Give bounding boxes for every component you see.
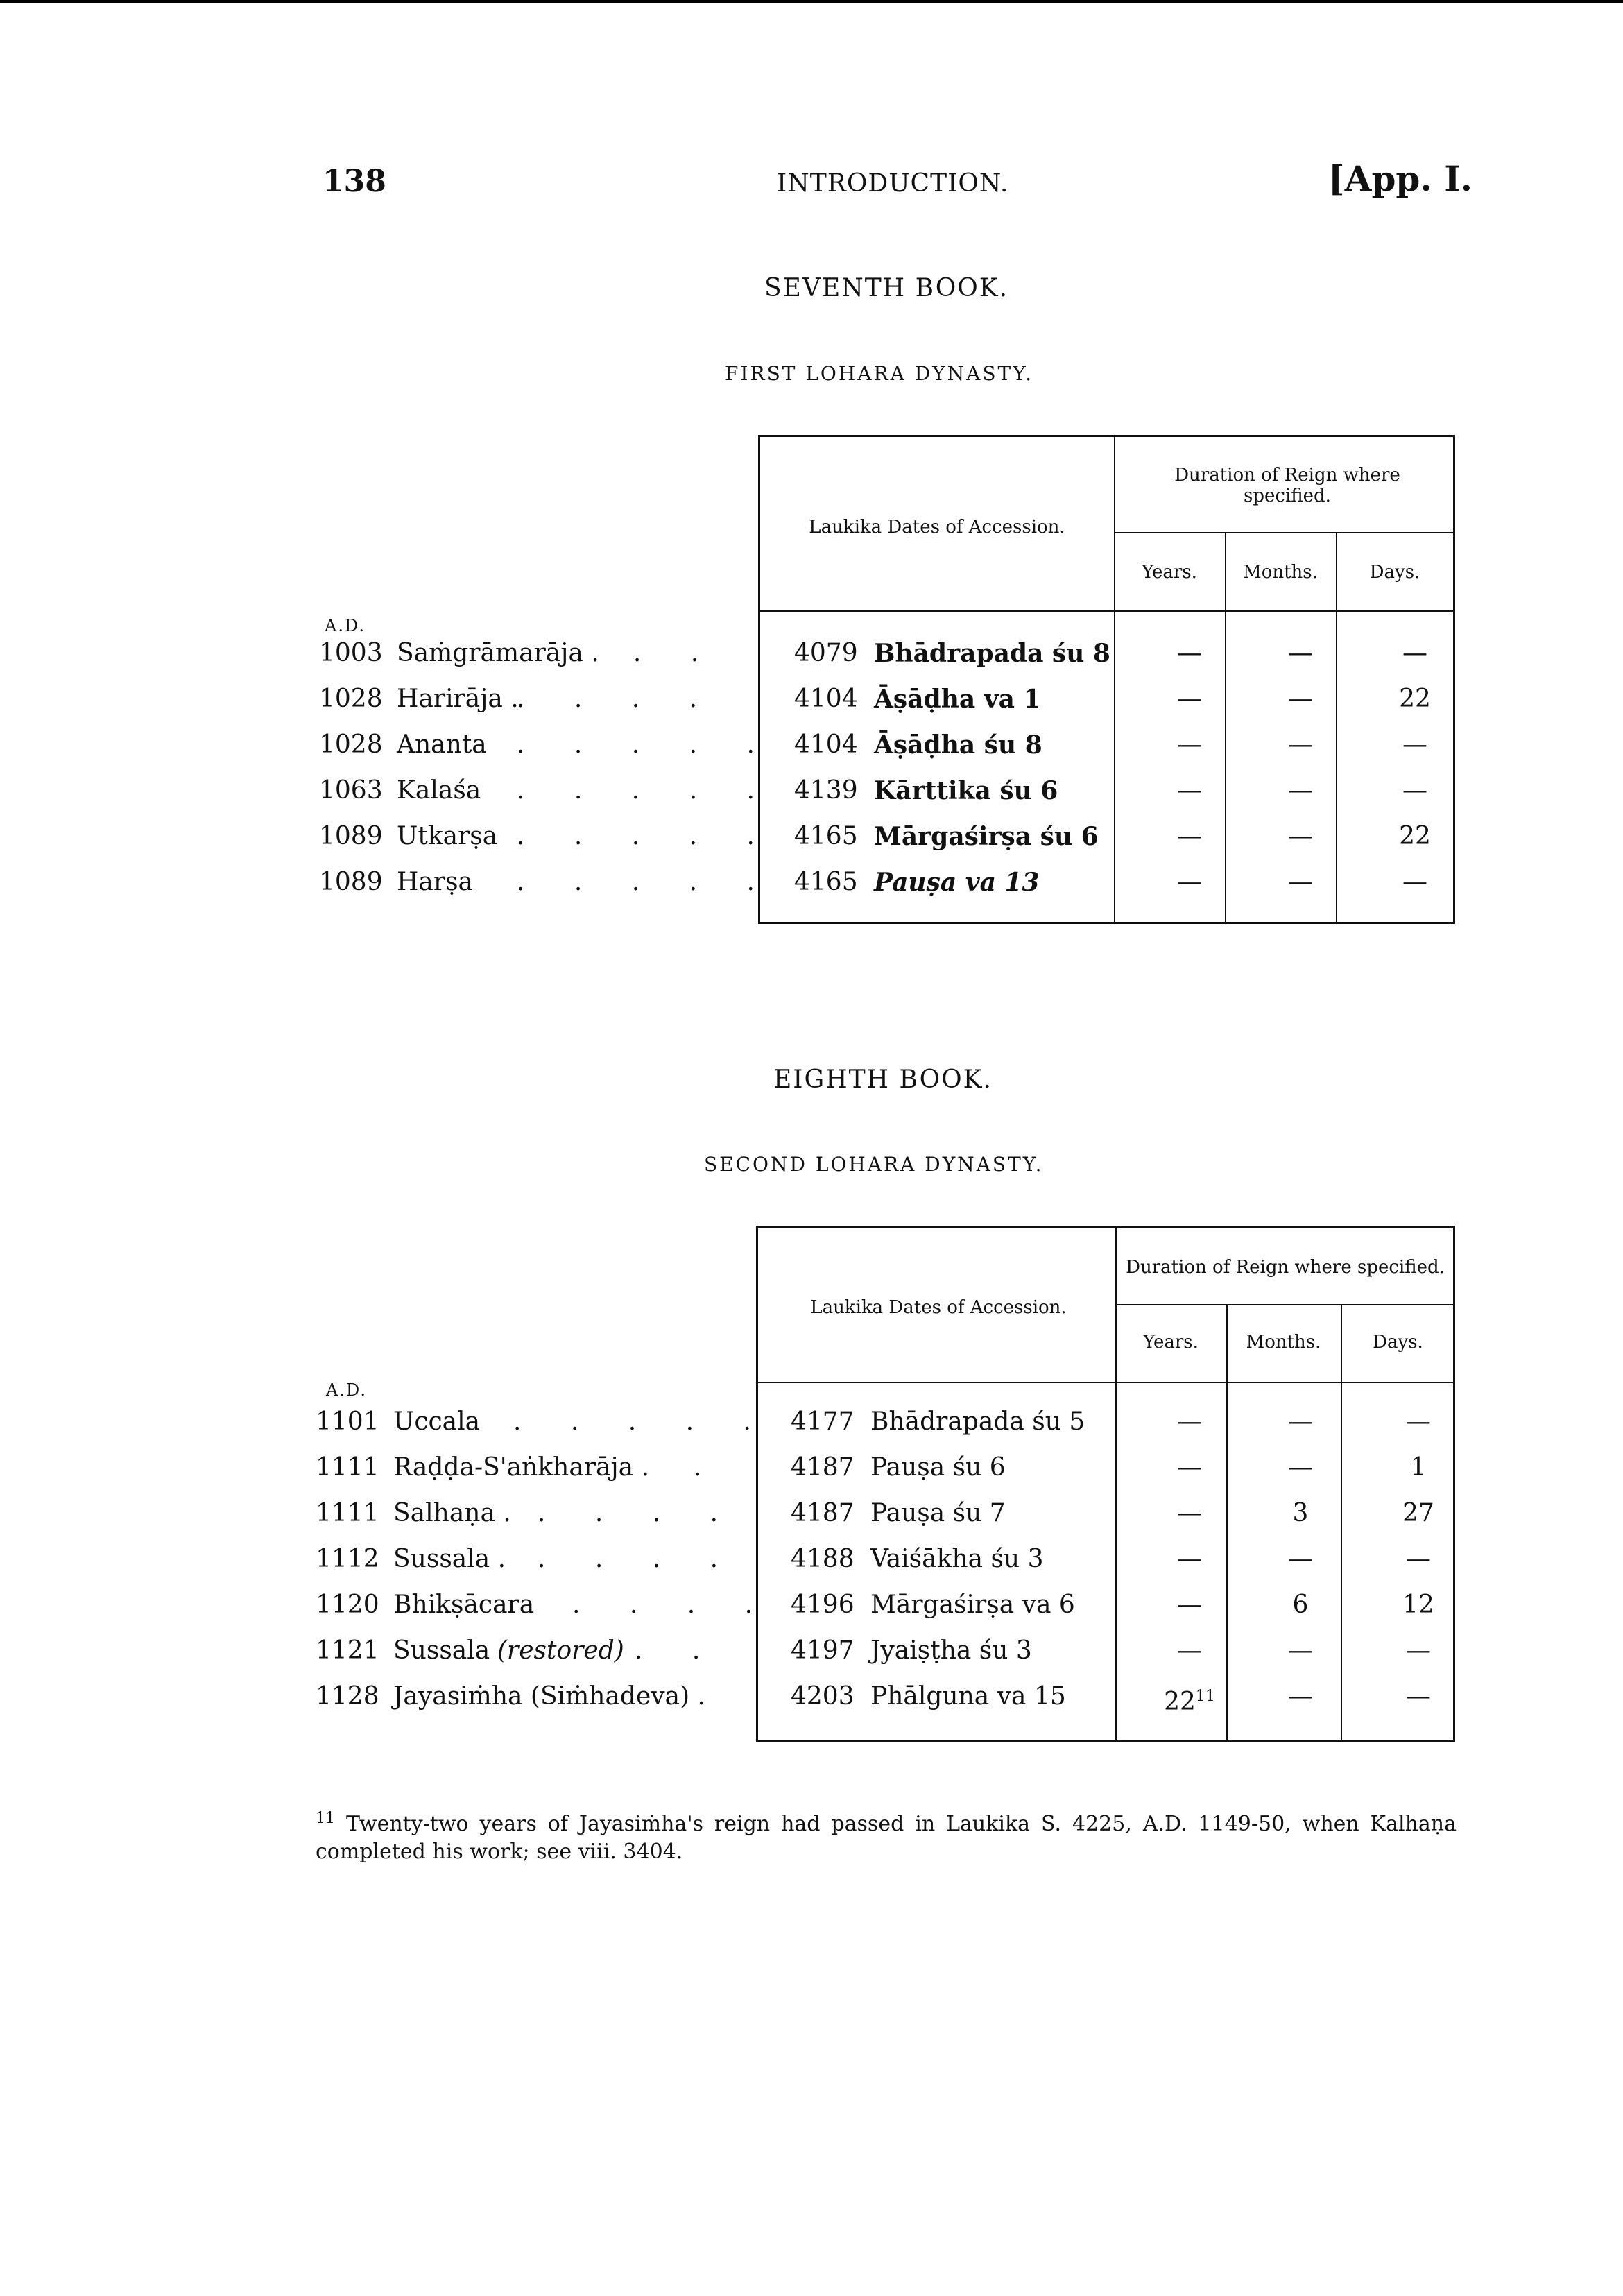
- days-value: 22: [1399, 685, 1431, 713]
- king-name: Utkarṣa: [397, 822, 498, 850]
- accession-date: Mārgaśirṣa va 6: [870, 1591, 1075, 1619]
- leader-dots: . . . . .: [517, 730, 775, 759]
- years-value: —: [1177, 1499, 1202, 1527]
- years-value: —: [1177, 1453, 1202, 1482]
- months-value: —: [1288, 822, 1313, 850]
- months-value: —: [1288, 776, 1313, 805]
- king-name: Sussala .: [393, 1545, 506, 1573]
- ad-year: 1120: [316, 1591, 379, 1619]
- days-value: —: [1406, 1407, 1431, 1436]
- eighth-header-days: Days.: [1373, 1332, 1423, 1353]
- years-value: —: [1177, 639, 1202, 667]
- days-value: —: [1406, 1636, 1431, 1665]
- laukika-year: 4196: [791, 1591, 855, 1619]
- months-value: —: [1288, 1682, 1313, 1711]
- ad-year: 1028: [319, 685, 383, 713]
- laukika-year: 4165: [794, 868, 858, 896]
- seventh-header-days: Days.: [1369, 562, 1420, 583]
- laukika-year: 4197: [791, 1636, 855, 1665]
- eighth-header-months: Months.: [1246, 1332, 1321, 1353]
- months-value: —: [1288, 639, 1313, 667]
- ad-year: 1111: [316, 1453, 379, 1482]
- accession-date: Pauṣa śu 6: [870, 1453, 1006, 1482]
- eighth-header-years: Years.: [1143, 1332, 1199, 1353]
- ad-year: 1121: [316, 1636, 379, 1665]
- leader-dots: . . . . .: [517, 868, 775, 896]
- years-value: —: [1177, 1545, 1202, 1573]
- footnote-ref: 11: [1195, 1688, 1215, 1705]
- king-name: Ananta: [397, 730, 487, 759]
- laukika-year: 4139: [794, 776, 858, 805]
- leader-dots: . . . . .: [513, 1407, 772, 1436]
- days-value: —: [1402, 730, 1427, 759]
- days-value: —: [1402, 776, 1427, 805]
- years-value: —: [1177, 1591, 1202, 1619]
- accession-date: Bhādrapada śu 5: [870, 1407, 1085, 1436]
- ad-year: 1112: [316, 1545, 379, 1573]
- seventh-header-months: Months.: [1243, 562, 1318, 583]
- months-value: —: [1288, 685, 1313, 713]
- eighth-book-title: EIGHTH BOOK.: [773, 1065, 993, 1094]
- days-value: 1: [1410, 1453, 1427, 1482]
- ad-year: 1111: [316, 1499, 379, 1527]
- king-name: Raḍḍa-S'aṅkharāja .: [393, 1453, 649, 1482]
- ad-year: 1101: [316, 1407, 379, 1436]
- years-number: 22: [1164, 1688, 1196, 1716]
- years-value: [1137, 1676, 1242, 1723]
- days-value: 27: [1402, 1499, 1434, 1527]
- months-value: —: [1288, 1636, 1313, 1665]
- accession-date: Mārgaśirṣa śu 6: [874, 822, 1099, 851]
- laukika-year: 4165: [794, 822, 858, 850]
- leader-dots: . . . . .: [517, 776, 775, 805]
- days-value: —: [1402, 868, 1427, 896]
- accession-date: Kārttika śu 6: [874, 776, 1058, 805]
- king-name: Sussala: [393, 1636, 490, 1665]
- accession-date: Vaiśākha śu 3: [870, 1545, 1044, 1573]
- leader-dots: . . . . .: [517, 822, 775, 850]
- eighth-book-dynasty: SECOND LOHARA DYNASTY.: [704, 1153, 1044, 1176]
- laukika-year: 4104: [794, 730, 858, 759]
- months-value: 6: [1292, 1591, 1309, 1619]
- king-name: Harirāja .: [397, 685, 519, 713]
- seventh-header-duration: Duration of Reign where specified.: [1174, 465, 1400, 506]
- eighth-header-laukika: Laukika Dates of Accession.: [810, 1297, 1067, 1318]
- years-value: —: [1177, 822, 1202, 850]
- years-value: —: [1177, 730, 1202, 759]
- ad-year: 1128: [316, 1682, 379, 1711]
- leader-dots: . . .: [576, 639, 720, 667]
- months-value: —: [1288, 868, 1313, 896]
- months-value: —: [1288, 1453, 1313, 1482]
- king-name: Uccala: [393, 1407, 481, 1436]
- laukika-year: 4104: [794, 685, 858, 713]
- ad-year: 1028: [319, 730, 383, 759]
- leader-dots: .: [694, 1453, 723, 1482]
- laukika-year: 4079: [794, 639, 858, 667]
- king-name: Salhaṇa .: [393, 1499, 511, 1527]
- running-head: INTRODUCTION.: [777, 169, 1009, 198]
- eighth-ad-label: A.D.: [326, 1380, 367, 1400]
- page-number: 138: [323, 164, 386, 199]
- seventh-book-title: SEVENTH BOOK.: [764, 274, 1009, 302]
- years-value: —: [1177, 1407, 1202, 1436]
- months-value: 3: [1292, 1499, 1309, 1527]
- ad-year: 1063: [319, 776, 383, 805]
- accession-date: Jyaiṣṭha śu 3: [870, 1636, 1032, 1665]
- accession-date: Āṣāḍha va 1: [874, 685, 1041, 714]
- leader-dots: . . . .: [517, 685, 719, 713]
- years-value: —: [1177, 1636, 1202, 1665]
- seventh-ad-label: A.D.: [325, 616, 366, 635]
- ad-year: 1089: [319, 822, 383, 850]
- leader-dots: . .: [635, 1636, 721, 1665]
- king-note: (restored): [497, 1636, 624, 1665]
- months-value: —: [1288, 1407, 1313, 1436]
- seventh-header-years: Years.: [1142, 562, 1197, 583]
- days-value: —: [1406, 1545, 1431, 1573]
- eighth-header-duration: Duration of Reign where specified.: [1126, 1257, 1445, 1278]
- years-value: —: [1177, 776, 1202, 805]
- king-name: Jayasiṁha (Siṁhadeva) .: [393, 1682, 705, 1711]
- top-border: [0, 0, 1623, 3]
- king-name: Saṁgrāmarāja .: [397, 639, 599, 667]
- leader-dots: . . . .: [572, 1591, 774, 1619]
- seventh-header-laukika: Laukika Dates of Accession.: [809, 517, 1065, 538]
- footnote-marker: 11: [316, 1810, 335, 1827]
- laukika-year: 4188: [791, 1545, 855, 1573]
- section-reference: [App. I.: [1328, 158, 1472, 199]
- accession-date: Phālguna va 15: [870, 1682, 1066, 1711]
- days-value: —: [1402, 639, 1427, 667]
- laukika-year: 4203: [791, 1682, 855, 1711]
- days-value: 12: [1402, 1591, 1434, 1619]
- years-value: —: [1177, 685, 1202, 713]
- accession-date: Bhādrapada śu 8: [874, 639, 1110, 668]
- ad-year: 1089: [319, 868, 383, 896]
- laukika-year: 4187: [791, 1499, 855, 1527]
- years-value: —: [1177, 868, 1202, 896]
- accession-date: Pauṣa śu 7: [870, 1499, 1006, 1527]
- days-value: —: [1406, 1682, 1431, 1711]
- king-name: Harṣa: [397, 868, 474, 896]
- months-value: —: [1288, 1545, 1313, 1573]
- leader-dots: . . . .: [538, 1499, 739, 1527]
- ad-year: 1003: [319, 639, 383, 667]
- days-value: 22: [1399, 822, 1431, 850]
- footnote: [316, 1805, 1457, 1866]
- king-name: Bhikṣācara: [393, 1591, 535, 1619]
- accession-date: Pauṣa va 13: [874, 868, 1040, 897]
- laukika-year: 4177: [791, 1407, 855, 1436]
- leader-dots: . . . .: [538, 1545, 739, 1573]
- seventh-book-dynasty: FIRST LOHARA DYNASTY.: [725, 362, 1034, 385]
- months-value: —: [1288, 730, 1313, 759]
- laukika-year: 4187: [791, 1453, 855, 1482]
- accession-date: Āṣāḍha śu 8: [874, 730, 1042, 760]
- footnote-text: Twenty-two years of Jayasiṁha's reign had passed in Laukika S. 4225, A.D. 1149-50, when Kalhaṇa completed his work; see viii. 3404.: [316, 1812, 1457, 1864]
- king-name: Kalaśa: [397, 776, 481, 805]
